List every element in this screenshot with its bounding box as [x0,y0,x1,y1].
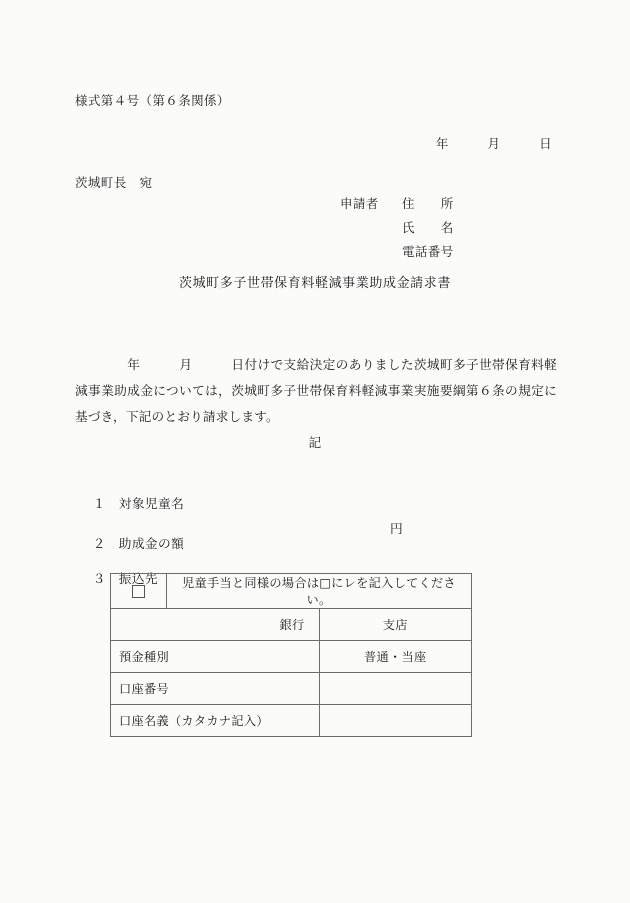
table-row [111,609,472,641]
deposit-type-label: 預金種別 [111,641,320,673]
item-3-label: 振込先 [118,571,158,586]
checkbox-note: 児童手当と同様の場合は□にレを記入してください。 [167,574,472,609]
table-row [111,705,472,737]
applicant-field-address: 住 所 [402,196,454,211]
applicant-row-address [340,194,454,218]
body-paragraph [75,352,557,430]
bank-name-cell[interactable]: 銀行 [111,609,320,641]
account-holder-label: 口座名義（カタカナ記入） [111,705,320,737]
item-3-number: ３ [92,571,106,586]
table-row [111,641,472,673]
form-number: 様式第４号（第６条関係） [75,93,230,108]
applicant-label: 申請者 [340,196,379,211]
account-holder-value[interactable] [319,705,472,737]
branch-name-cell[interactable]: 支店 [319,609,472,641]
table-row [111,673,472,705]
applicant-block [340,194,454,266]
bank-transfer-table [110,573,472,737]
applicant-row-phone [340,242,454,266]
body-text: 年 月 日付けで支給決定のありました茨城町多子世帯保育料軽減事業助成金については，茨城町多子世帯保育料軽減事業実施要綱第６条の規定に基づき，下記のとおり請求します。 [75,357,557,424]
checkbox-icon[interactable] [132,585,145,598]
addressee: 茨城町長 宛 [75,175,153,190]
page-title: 茨城町多子世帯保育料軽減事業助成金請求書 [178,276,451,291]
item-2-label: 助成金の額 [118,536,185,551]
deposit-type-value[interactable]: 普通・当座 [319,641,472,673]
applicant-field-phone: 電話番号 [402,244,454,259]
item-1-number: １ [92,496,106,511]
applicant-row-name [340,218,454,242]
date-line: 年 月 日 [435,136,552,151]
item-2-number: ２ [92,536,106,551]
account-number-value[interactable] [319,673,472,705]
checkbox-cell[interactable] [111,574,167,609]
item-1-label: 対象児童名 [118,496,185,511]
ki-marker: 記 [308,435,322,450]
applicant-field-name: 氏 名 [402,220,454,235]
account-number-label: 口座番号 [111,673,320,705]
amount-unit: 円 [390,521,404,536]
table-row [111,574,472,609]
